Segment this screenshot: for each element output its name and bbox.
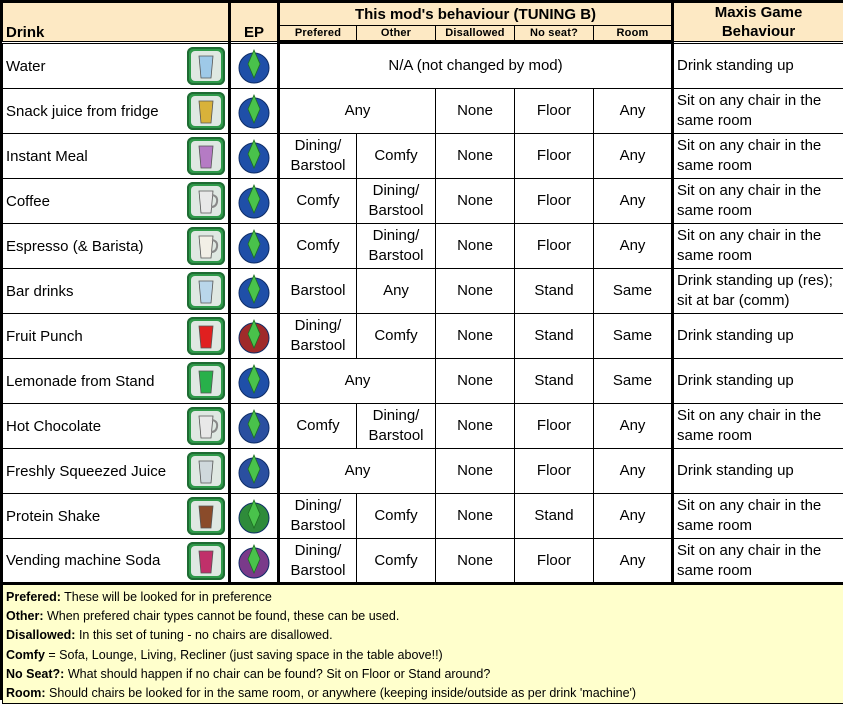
no-seat-cell: Stand xyxy=(515,359,594,404)
maxis-line1: Sit on any chair in the xyxy=(677,91,843,111)
drink-name: Vending machine Soda xyxy=(3,539,185,584)
prefered-line1: Comfy xyxy=(280,416,356,436)
ep-icon-cell xyxy=(230,314,279,359)
header-no-seat: No seat? xyxy=(515,26,594,42)
maxis-line1: Sit on any chair in the xyxy=(677,136,843,156)
drink-name: Freshly Squeezed Juice xyxy=(3,449,185,494)
maxis-behaviour-cell xyxy=(673,134,843,179)
drink-name: Espresso (& Barista) xyxy=(3,224,185,269)
table-row xyxy=(3,179,843,224)
ep-icon-cell xyxy=(230,224,279,269)
header-other: Other xyxy=(357,26,436,42)
other-line2: Barstool xyxy=(357,246,435,266)
table-row xyxy=(3,494,843,539)
legend-box xyxy=(3,584,843,704)
header-disallowed: Disallowed xyxy=(436,26,515,42)
table-row xyxy=(3,134,843,179)
drink-name: Fruit Punch xyxy=(3,314,185,359)
legend-text: These will be looked for in preference xyxy=(61,590,272,604)
other-cell xyxy=(357,179,436,224)
drink-icon-cell xyxy=(185,44,230,89)
prefered-cell xyxy=(279,494,357,539)
maxis-behaviour-cell xyxy=(673,494,843,539)
no-seat-cell: Floor xyxy=(515,134,594,179)
prefered-line2: Barstool xyxy=(280,516,356,536)
maxis-line1: Sit on any chair in the xyxy=(677,496,843,516)
other-line2: Barstool xyxy=(357,426,435,446)
room-cell: Any xyxy=(594,134,673,179)
maxis-behaviour-cell xyxy=(673,224,843,269)
ep-icon-cell xyxy=(230,179,279,224)
drink-name: Water xyxy=(3,44,185,89)
drink-icon-cell xyxy=(185,134,230,179)
header-prefered: Prefered xyxy=(279,26,357,42)
prefered-line1: Barstool xyxy=(280,281,356,301)
other-cell xyxy=(357,314,436,359)
maxis-line2: same room xyxy=(677,516,843,536)
table-row xyxy=(3,224,843,269)
table-row xyxy=(3,314,843,359)
other-line1: Comfy xyxy=(357,506,435,526)
legend-line xyxy=(6,684,840,703)
maxis-line2: same room xyxy=(677,561,843,581)
prefered-other-cell: Any xyxy=(279,449,436,494)
no-seat-cell: Stand xyxy=(515,314,594,359)
drink-icon-cell xyxy=(185,89,230,134)
prefered-line2: Barstool xyxy=(280,156,356,176)
maxis-line2: same room xyxy=(677,201,843,221)
maxis-line1: Drink standing up xyxy=(677,461,843,481)
room-cell: Any xyxy=(594,494,673,539)
maxis-line2: same room xyxy=(677,156,843,176)
maxis-behaviour-cell xyxy=(673,89,843,134)
university-ep-icon xyxy=(235,317,273,355)
no-seat-cell: Floor xyxy=(515,179,594,224)
no-seat-cell: Stand xyxy=(515,269,594,314)
prefered-line1: Comfy xyxy=(280,191,356,211)
no-seat-cell: Floor xyxy=(515,449,594,494)
legend-line xyxy=(6,607,840,626)
prefered-line1: Dining/ xyxy=(280,541,356,561)
other-cell xyxy=(357,269,436,314)
prefered-other-cell: Any xyxy=(279,359,436,404)
other-line1: Dining/ xyxy=(357,181,435,201)
legend-term: Room: xyxy=(6,686,46,700)
seasons-ep-icon xyxy=(235,452,273,490)
room-cell: Same xyxy=(594,359,673,404)
coffee-mug-icon xyxy=(187,182,225,220)
legend-term: Comfy xyxy=(6,648,45,662)
legend-term: Prefered: xyxy=(6,590,61,604)
drink-icon-cell xyxy=(185,224,230,269)
header-room: Room xyxy=(594,26,673,42)
other-line1: Dining/ xyxy=(357,406,435,426)
prefered-cell xyxy=(279,539,357,584)
other-line1: Comfy xyxy=(357,326,435,346)
legend-line xyxy=(6,646,840,665)
disallowed-cell: None xyxy=(436,449,515,494)
legend-text: Should chairs be looked for in the same room, or anywhere (keeping inside/outside as per drink 'machine') xyxy=(46,686,637,700)
drink-table xyxy=(2,2,843,704)
maxis-behaviour-cell xyxy=(673,449,843,494)
table-row xyxy=(3,269,843,314)
disallowed-cell: None xyxy=(436,269,515,314)
maxis-behaviour-cell xyxy=(673,359,843,404)
drink-icon-cell xyxy=(185,359,230,404)
room-cell: Any xyxy=(594,179,673,224)
room-cell: Same xyxy=(594,314,673,359)
drink-name: Coffee xyxy=(3,179,185,224)
prefered-line1: Dining/ xyxy=(280,136,356,156)
maxis-behaviour-cell xyxy=(673,314,843,359)
prefered-cell xyxy=(279,269,357,314)
room-cell: Any xyxy=(594,449,673,494)
legend-term: Other: xyxy=(6,609,44,623)
drink-name: Snack juice from fridge xyxy=(3,89,185,134)
other-line2: Barstool xyxy=(357,201,435,221)
maxis-behaviour-cell xyxy=(673,404,843,449)
prefered-cell xyxy=(279,224,357,269)
prefered-line2: Barstool xyxy=(280,336,356,356)
legend-term: Disallowed: xyxy=(6,628,75,642)
other-cell xyxy=(357,404,436,449)
ep-icon-cell xyxy=(230,359,279,404)
other-cell xyxy=(357,494,436,539)
soda-can-icon xyxy=(187,542,225,580)
disallowed-cell: None xyxy=(436,314,515,359)
header-maxis-line2: Behaviour xyxy=(674,22,843,41)
drink-icon-cell xyxy=(185,314,230,359)
drink-name: Instant Meal xyxy=(3,134,185,179)
open-for-business-ep-icon xyxy=(235,542,273,580)
other-cell xyxy=(357,224,436,269)
drink-icon-cell xyxy=(185,404,230,449)
header-ep: EP xyxy=(230,3,279,42)
legend-text: When prefered chair types cannot be found, these can be used. xyxy=(44,609,400,623)
maxis-line1: Drink standing up xyxy=(677,56,843,76)
room-cell: Same xyxy=(594,269,673,314)
prefered-other-cell: Any xyxy=(279,89,436,134)
ep-icon-cell xyxy=(230,89,279,134)
header-mod-behaviour: This mod's behaviour (TUNING B) xyxy=(279,3,673,26)
disallowed-cell: None xyxy=(436,179,515,224)
maxis-line2: same room xyxy=(677,111,843,131)
drink-icon-cell xyxy=(185,179,230,224)
table-row xyxy=(3,449,843,494)
maxis-line1: Drink standing up xyxy=(677,371,843,391)
drink-name: Bar drinks xyxy=(3,269,185,314)
legend-text: What should happen if no chair can be found? Sit on Floor or Stand around? xyxy=(64,667,490,681)
maxis-behaviour-cell xyxy=(673,539,843,584)
espresso-cup-icon xyxy=(187,227,225,265)
table-row xyxy=(3,404,843,449)
drink-name: Protein Shake xyxy=(3,494,185,539)
disallowed-cell: None xyxy=(436,134,515,179)
drink-icon-cell xyxy=(185,449,230,494)
other-line1: Dining/ xyxy=(357,226,435,246)
table-row xyxy=(3,89,843,134)
base-game-plumbob-icon xyxy=(235,137,273,175)
red-cup-icon xyxy=(187,317,225,355)
protein-shake-icon xyxy=(187,497,225,535)
room-cell: Any xyxy=(594,404,673,449)
seasons-ep-icon xyxy=(235,407,273,445)
juice-box-icon xyxy=(187,92,225,130)
table-row xyxy=(3,359,843,404)
no-seat-cell: Floor xyxy=(515,89,594,134)
maxis-line2: same room xyxy=(677,426,843,446)
maxis-line1: Sit on any chair in the xyxy=(677,181,843,201)
disallowed-cell: None xyxy=(436,494,515,539)
instant-meal-cup-icon xyxy=(187,137,225,175)
legend-term: No Seat?: xyxy=(6,667,64,681)
base-game-plumbob-icon xyxy=(235,47,273,85)
header-maxis-line1: Maxis Game xyxy=(674,3,843,22)
prefered-line1: Dining/ xyxy=(280,496,356,516)
ep-icon-cell xyxy=(230,269,279,314)
other-line1: Comfy xyxy=(357,146,435,166)
ep-icon-cell xyxy=(230,494,279,539)
no-seat-cell: Stand xyxy=(515,494,594,539)
drink-icon-cell xyxy=(185,494,230,539)
other-line1: Any xyxy=(357,281,435,301)
legend-text: In this set of tuning - no chairs are disallowed. xyxy=(75,628,332,642)
prefered-cell xyxy=(279,404,357,449)
bar-glass-icon xyxy=(187,272,225,310)
water-glass-icon xyxy=(187,47,225,85)
hot-chocolate-mug-icon xyxy=(187,407,225,445)
table-row xyxy=(3,539,843,584)
fitness-sp-icon xyxy=(235,497,273,535)
base-game-plumbob-icon xyxy=(235,272,273,310)
legend-text: = Sofa, Lounge, Living, Recliner (just saving space in the table above!!) xyxy=(45,648,443,662)
prefered-cell xyxy=(279,314,357,359)
disallowed-cell: None xyxy=(436,404,515,449)
disallowed-cell: None xyxy=(436,539,515,584)
business-ep-icon xyxy=(235,362,273,400)
drink-icon-cell xyxy=(185,539,230,584)
other-cell xyxy=(357,134,436,179)
legend-line xyxy=(6,665,840,684)
base-game-plumbob-icon xyxy=(235,182,273,220)
no-seat-cell: Floor xyxy=(515,224,594,269)
header-maxis-behaviour xyxy=(673,3,843,42)
ep-icon-cell xyxy=(230,404,279,449)
maxis-line1: Sit on any chair in the xyxy=(677,406,843,426)
room-cell: Any xyxy=(594,89,673,134)
prefered-cell xyxy=(279,134,357,179)
maxis-behaviour-cell xyxy=(673,44,843,89)
maxis-line1: Drink standing up (res); xyxy=(677,271,843,291)
no-seat-cell: Floor xyxy=(515,539,594,584)
prefered-line1: Dining/ xyxy=(280,316,356,336)
maxis-behaviour-cell xyxy=(673,269,843,314)
legend-line xyxy=(6,626,840,645)
legend-line xyxy=(6,588,840,607)
drink-name: Hot Chocolate xyxy=(3,404,185,449)
drink-name: Lemonade from Stand xyxy=(3,359,185,404)
base-game-plumbob-icon xyxy=(235,92,273,130)
maxis-line2: same room xyxy=(677,246,843,266)
ep-icon-cell xyxy=(230,449,279,494)
ep-icon-cell xyxy=(230,134,279,179)
disallowed-cell: None xyxy=(436,359,515,404)
prefered-cell xyxy=(279,179,357,224)
table-row xyxy=(3,44,843,89)
disallowed-cell: None xyxy=(436,224,515,269)
mod-behaviour-merged: N/A (not changed by mod) xyxy=(279,44,673,89)
other-cell xyxy=(357,539,436,584)
prefered-line1: Comfy xyxy=(280,236,356,256)
ep-icon-cell xyxy=(230,539,279,584)
prefered-line2: Barstool xyxy=(280,561,356,581)
tall-glass-icon xyxy=(187,452,225,490)
other-line1: Comfy xyxy=(357,551,435,571)
maxis-line1: Drink standing up xyxy=(677,326,843,346)
ep-icon-cell xyxy=(230,44,279,89)
maxis-line2: sit at bar (comm) xyxy=(677,291,843,311)
maxis-behaviour-cell xyxy=(673,179,843,224)
disallowed-cell: None xyxy=(436,89,515,134)
maxis-line1: Sit on any chair in the xyxy=(677,541,843,561)
drink-icon-cell xyxy=(185,269,230,314)
room-cell: Any xyxy=(594,224,673,269)
green-cup-icon xyxy=(187,362,225,400)
no-seat-cell: Floor xyxy=(515,404,594,449)
header-drink: Drink xyxy=(3,3,230,42)
room-cell: Any xyxy=(594,539,673,584)
maxis-line1: Sit on any chair in the xyxy=(677,226,843,246)
base-game-plumbob-icon xyxy=(235,227,273,265)
